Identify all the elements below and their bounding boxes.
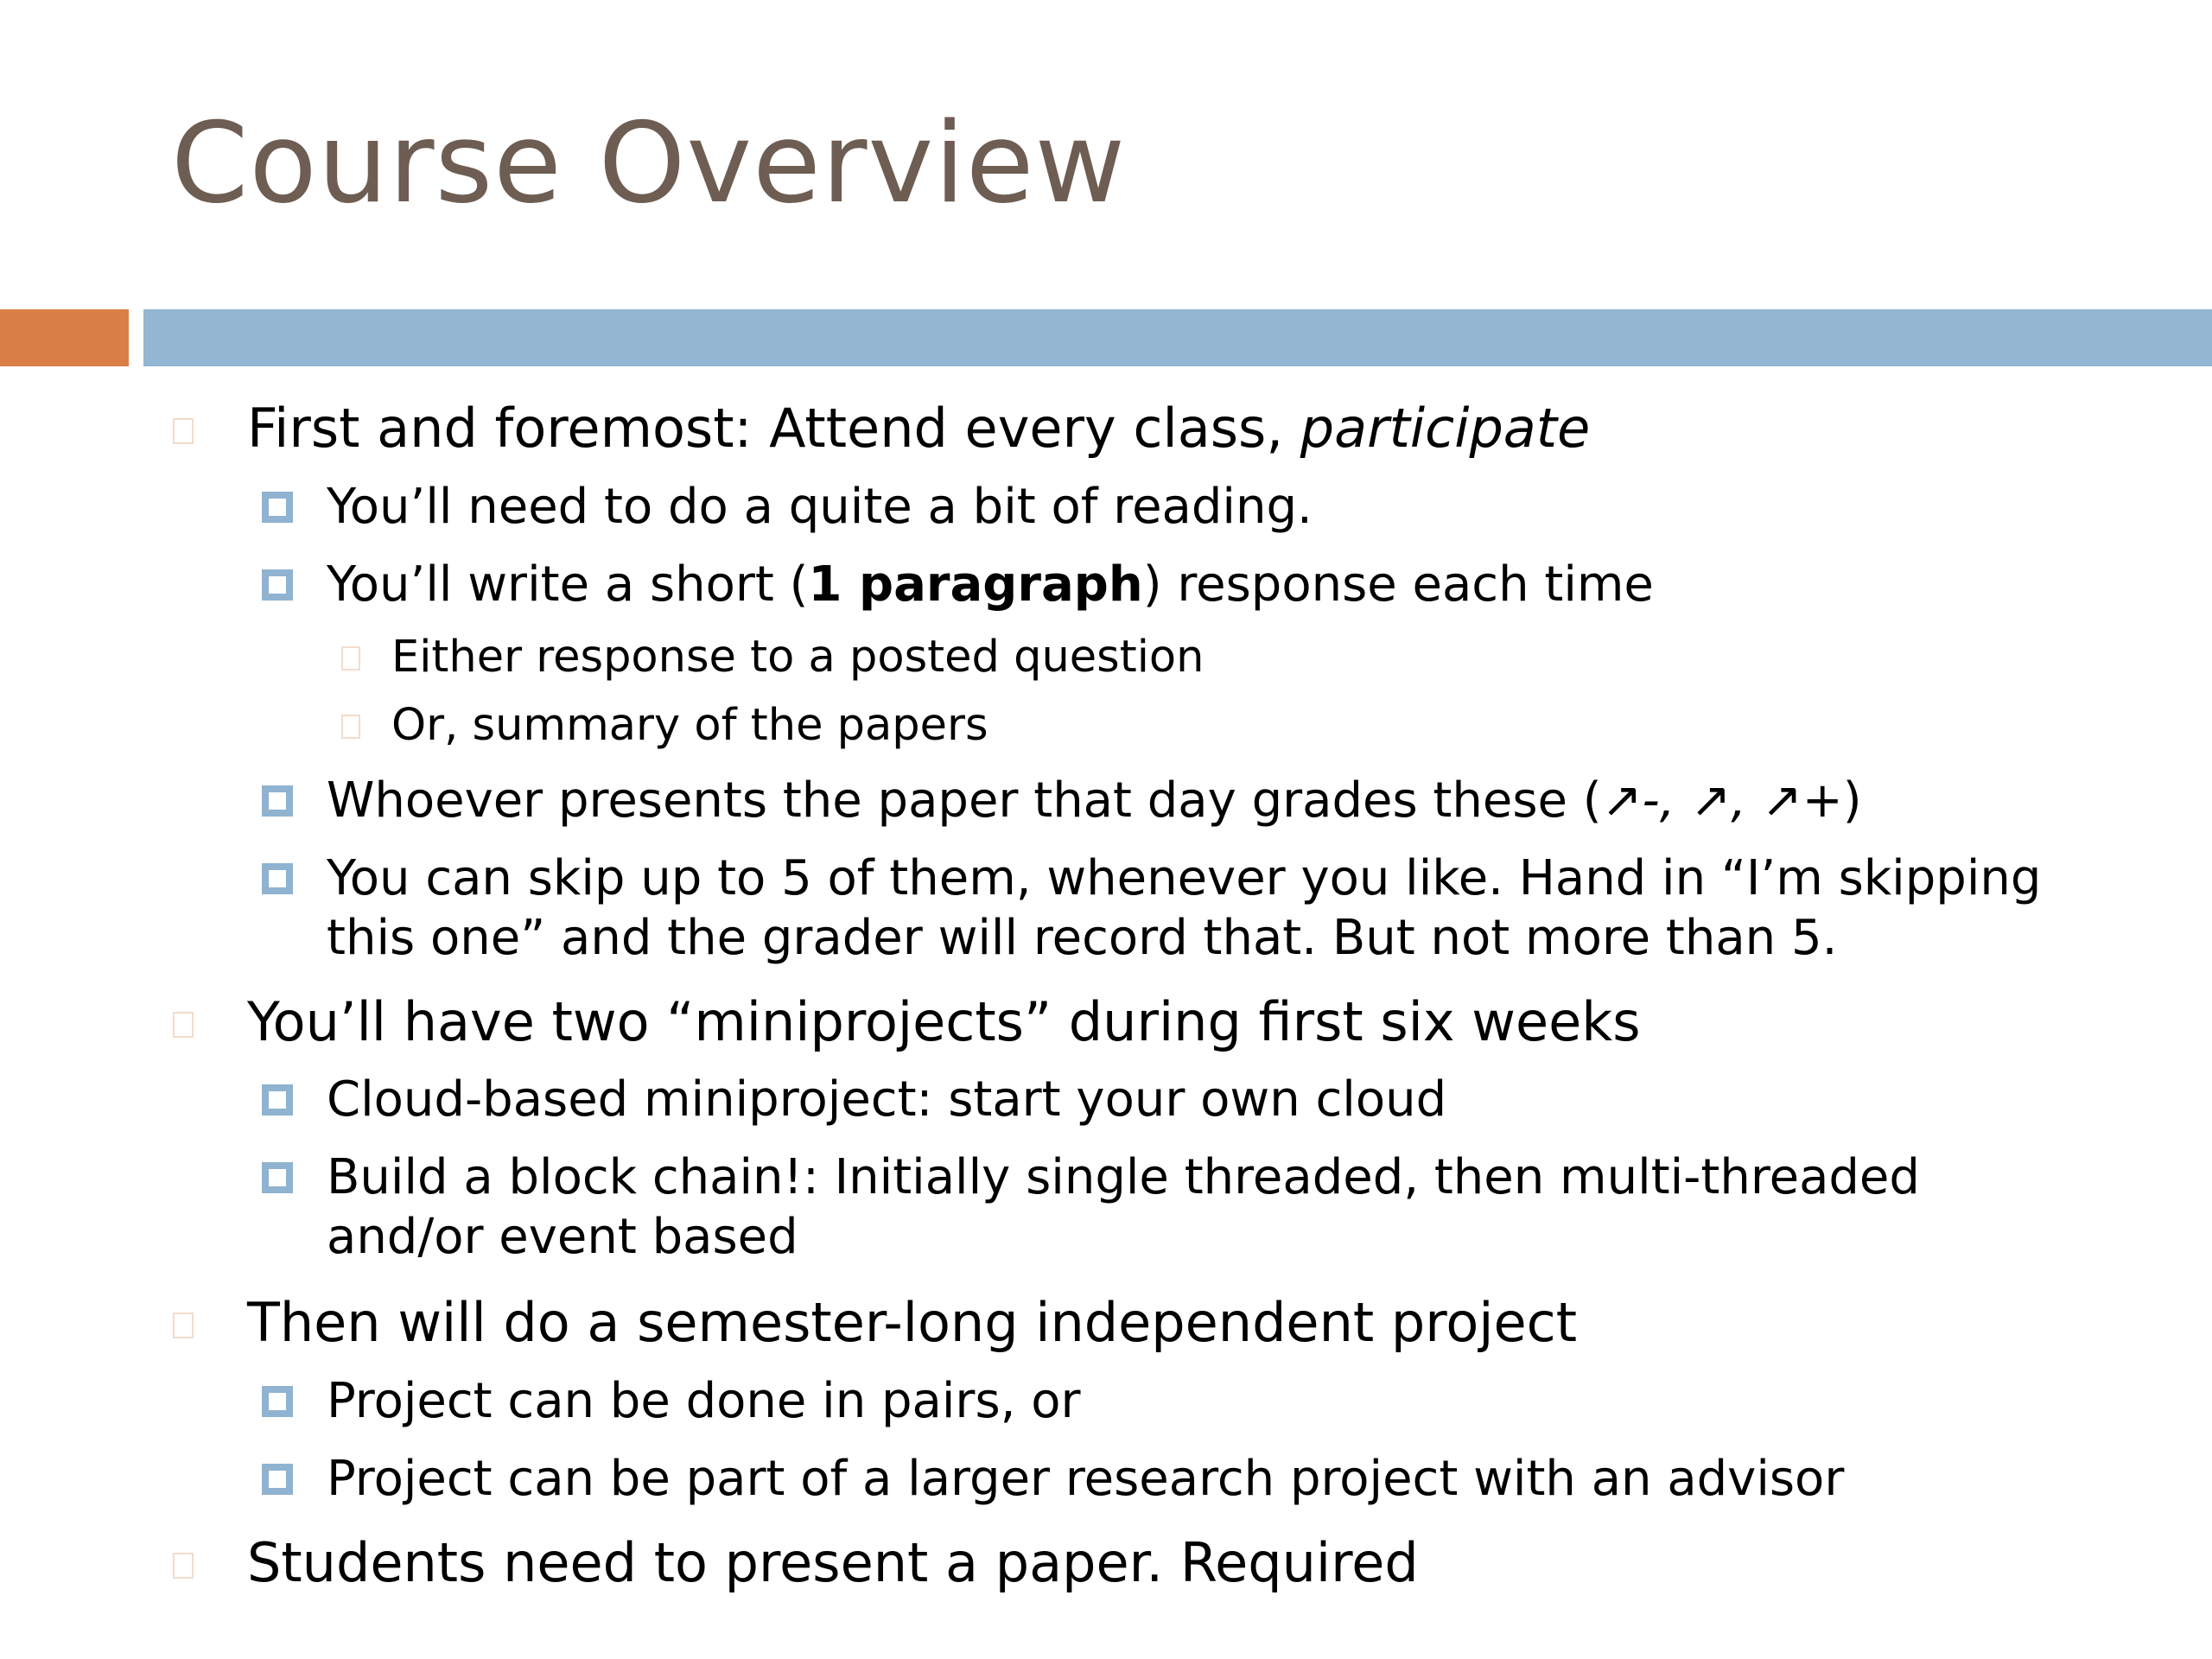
hollow-square-bullet-icon [173,418,194,444]
hollow-square-bullet-icon [173,1313,194,1338]
bullet-miniprojects: You’ll have two “miniprojects” during first six weeks [247,990,1641,1053]
bullet-summary-papers: Or, summary of the papers [391,700,988,751]
bullet-skip-line-2: this one” and the grader will record that. But not more than 5. [327,910,1838,966]
blue-square-bullet-icon [262,785,293,817]
hollow-square-bullet-icon [173,1012,194,1038]
emphasis-paragraph: 1 paragraph [808,556,1143,613]
blue-square-bullet-icon [262,1084,293,1116]
slide-title: Course Overview [171,99,1127,228]
bullet-project-pairs: Project can be done in pairs, or [327,1373,1081,1429]
accent-bar-blue [143,309,2212,366]
bullet-short-response: You’ll write a short (1 paragraph) response each time [327,556,1654,613]
hollow-square-bullet-icon [341,646,360,671]
hollow-square-bullet-icon [341,715,360,739]
blue-square-bullet-icon [262,1386,293,1417]
emphasis-participate: participate [1300,397,1591,460]
bullet-cloud-miniproject: Cloud-based miniproject: start your own cloud [327,1071,1447,1128]
bullet-present-paper: Students need to present a paper. Required [247,1531,1419,1594]
bullet-research-advisor: Project can be part of a larger research project with an advisor [327,1451,1845,1507]
bullet-presenter-grades: Whoever presents the paper that day grades these (↗-, ↗, ↗+) [327,772,1862,829]
bullet-attend-class: First and foremost: Attend every class, participate [247,397,1591,460]
hollow-square-bullet-icon [173,1553,194,1579]
blue-square-bullet-icon [262,492,293,523]
blue-square-bullet-icon [262,1162,293,1193]
accent-bar-orange [0,309,129,366]
blue-square-bullet-icon [262,569,293,601]
bullet-independent-project: Then will do a semester-long independent project [247,1291,1578,1354]
blue-square-bullet-icon [262,863,293,894]
bullet-posted-question: Either response to a posted question [391,632,1205,683]
bullet-blockchain-line-2: and/or event based [327,1209,798,1265]
bullet-blockchain-line-1: Build a block chain!: Initially single threaded, then multi-threaded [327,1149,1920,1205]
bullet-reading: You’ll need to do a quite a bit of reading. [327,479,1313,535]
blue-square-bullet-icon [262,1464,293,1495]
bullet-skip-line-1: You can skip up to 5 of them, whenever you like. Hand in “I’m skipping [327,850,2042,906]
grade-marks: ↗-, ↗, ↗+ [1601,772,1843,829]
